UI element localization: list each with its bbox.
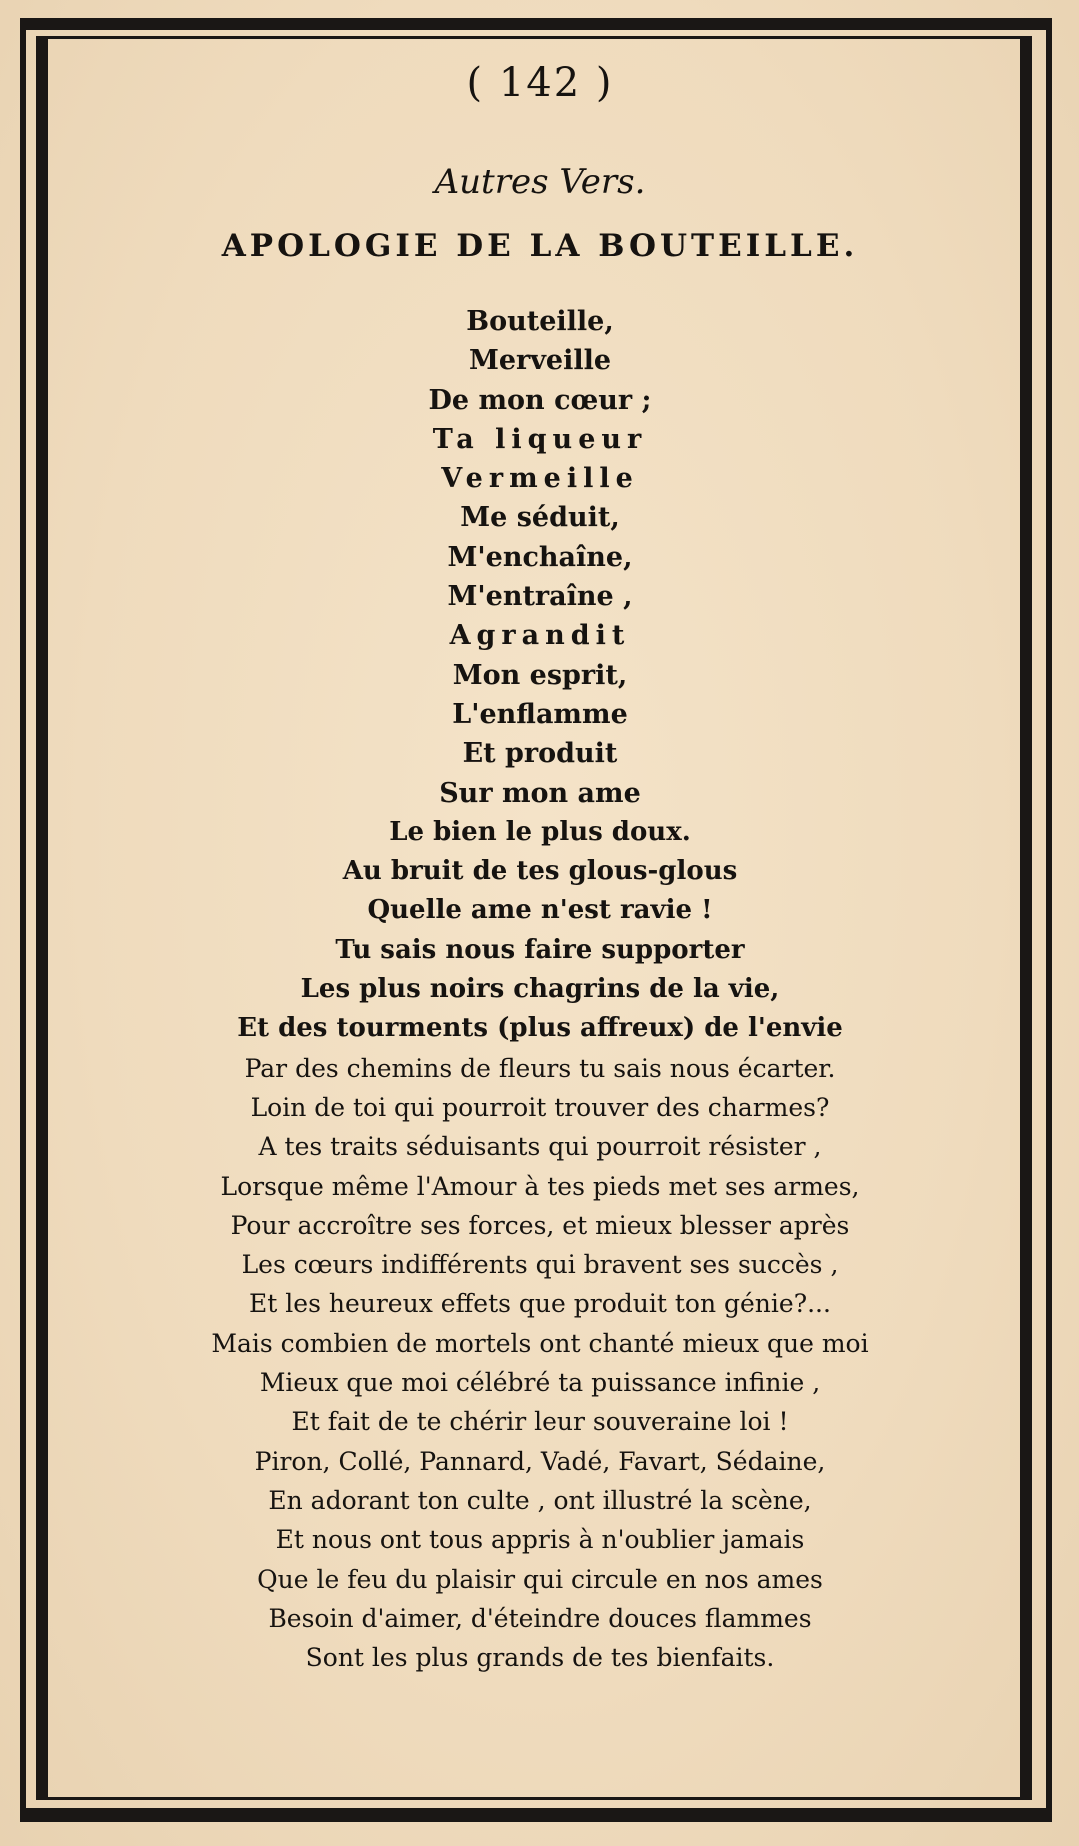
poem-line: Que le feu du plaisir qui circule en nos ames bbox=[257, 1564, 823, 1594]
poem-line: Pour accroître ses forces, et mieux blesser après bbox=[230, 1210, 850, 1240]
poem-line: Sont les plus grands de tes bienfaits. bbox=[305, 1643, 775, 1673]
poem-line: Mieux que moi célébré ta puissance infinie , bbox=[259, 1368, 821, 1398]
page-content bbox=[60, 40, 1020, 1760]
frame-left-border bbox=[20, 18, 26, 1822]
poem-line: Et fait de te chérir leur souveraine loi ! bbox=[291, 1407, 789, 1437]
poem-line: A tes traits séduisants qui pourroit résister , bbox=[258, 1132, 822, 1162]
poem-line: Lorsque même l'Amour à tes pieds met ses armes, bbox=[220, 1171, 860, 1201]
poem-line: Les cœurs indifférents qui bravent ses succès , bbox=[241, 1250, 839, 1280]
poem-line: Et les heureux effets que produit ton génie?... bbox=[249, 1289, 831, 1319]
poem-line: Mon esprit, bbox=[452, 659, 628, 691]
poem-line: Agrandit bbox=[449, 620, 631, 652]
poem-line: En adorant ton culte , ont illustré la scène, bbox=[268, 1485, 812, 1515]
section-subtitle: Autres Vers. bbox=[434, 162, 646, 202]
poem-line: Merveille bbox=[468, 345, 612, 377]
poem-line: Bouteille, bbox=[466, 306, 614, 337]
poem-line: De mon cœur ; bbox=[428, 384, 652, 416]
poem-line: Par des chemins de fleurs tu sais nous écarter. bbox=[244, 1053, 836, 1083]
poem-line: Sur mon ame bbox=[439, 777, 641, 809]
page-number: ( 142 ) bbox=[466, 60, 614, 106]
poem-line: M'enchaîne, bbox=[447, 541, 633, 573]
poem-line: Le bien le plus doux. bbox=[389, 816, 691, 847]
poem-line: Et nous ont tous appris à n'oublier jamais bbox=[275, 1525, 805, 1555]
poem-title: APOLOGIE DE LA BOUTEILLE. bbox=[221, 228, 859, 264]
frame-right-border bbox=[1046, 18, 1052, 1822]
frame-top-border bbox=[20, 18, 1052, 30]
poem-line: Loin de toi qui pourroit trouver des charmes? bbox=[250, 1092, 830, 1122]
poem-line: Au bruit de tes glous-glous bbox=[342, 856, 738, 887]
poem-line: Mais combien de mortels ont chanté mieux que moi bbox=[211, 1328, 869, 1358]
poem-line: M'entraîne , bbox=[447, 581, 633, 613]
poem-line: L'enflamme bbox=[452, 698, 628, 730]
poem-line: Ta liqueur bbox=[432, 423, 648, 455]
poem-line: Et produit bbox=[462, 738, 618, 770]
poem-line: Et des tourments (plus affreux) de l'envie bbox=[237, 1013, 843, 1044]
poem-line: Me séduit, bbox=[460, 502, 620, 534]
poem-line: Besoin d'aimer, d'éteindre douces flammes bbox=[268, 1603, 812, 1633]
poem-line: Quelle ame n'est ravie ! bbox=[367, 895, 713, 926]
frame-bottom-border bbox=[20, 1808, 1052, 1822]
poem-line: Vermeille bbox=[441, 463, 639, 495]
poem-line: Les plus noirs chagrins de la vie, bbox=[300, 974, 780, 1005]
poem-line: Tu sais nous faire supporter bbox=[335, 934, 745, 965]
poem-body bbox=[60, 302, 1020, 1677]
poem-line: Piron, Collé, Pannard, Vadé, Favart, Sédaine, bbox=[254, 1446, 826, 1476]
